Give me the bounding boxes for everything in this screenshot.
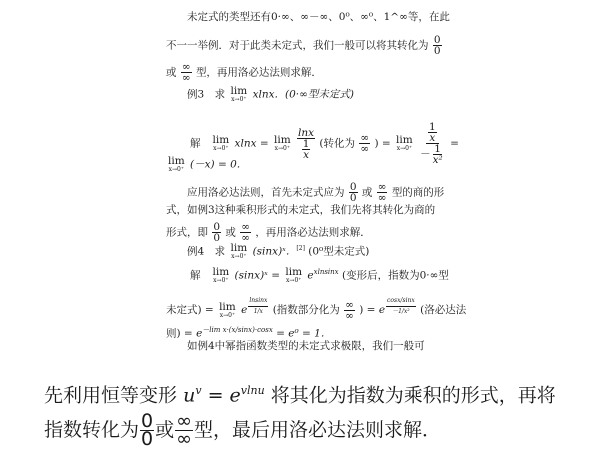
- fraction-lnx-over-1-over-x: $\frac{\ln x}{\frac{1}{x}}$: [298, 126, 315, 161]
- limit-operator: lim x→0⁺: [212, 266, 230, 284]
- solution-3-line-1: 解 lim x→0⁺ xlnx = lim x→0⁺ $\frac{\ln x}{\frac{1}{x}}$ (转化为 $\frac{\infty}{\infty}$ ) = lim x→0⁺ $\frac{1}{x}$ － $\frac{1}{\text{x²}}$ =: [190, 121, 459, 166]
- limit-operator: lim x→0⁺: [396, 134, 413, 152]
- text-line-p1: 应用洛必达法则，首先未定式应为 $\frac{0}{0}$ 或 $\frac{\infty}{\infty}$ 型的商的形: [187, 181, 445, 204]
- fraction-inf-over-inf: $\frac{\infty}{\infty}$: [345, 298, 354, 322]
- fraction-inf-over-inf: $\frac{\infty}{\infty}$: [377, 181, 387, 204]
- text-line-2: 不一一举例．对于此类未定式，我们一般可以将其转化为 $\frac{0}{0}$: [166, 34, 441, 57]
- limit-operator: lim x→0⁺: [219, 300, 236, 319]
- solution-4-line-3: 则) = $e^{-lim x\cdot(x/sinx)\cdot cosx} = e^0 = 1$．: [166, 326, 332, 340]
- fraction-inf-over-inf: $\frac{\infty}{\infty}$: [360, 132, 370, 155]
- example-4-heading: 例4 求 lim x→0⁺ (sinx)ˣ．[2] (0⁰型未定式): [187, 242, 370, 260]
- fraction-inf-over-inf: $\frac{\infty}{\infty}$: [241, 221, 250, 244]
- limit-operator: lim x→0⁺: [212, 134, 230, 152]
- text-line-p2: 式，如例3这种乘积形式的未定式，我们先将其转化为商的: [166, 204, 436, 216]
- limit-operator: lim x→0⁺: [230, 85, 248, 103]
- fraction-inf-over-inf: $\frac{\infty}{\infty}$: [176, 410, 192, 450]
- text-line-p3: 形式，即 $\frac{0}{0}$ 或 $\frac{\infty}{\infty}$ ，再用洛必达法则求解．: [166, 221, 371, 244]
- text-line-1: 未定式的类型还有0·∞、∞－∞、0⁰、∞⁰、1^∞等，在此: [187, 11, 450, 23]
- fraction-zero-over-zero: $\frac{0}{0}$: [349, 181, 357, 204]
- text-line-last: 如例4中幂指函数类型的未定式求极限，我们一般可: [187, 340, 425, 352]
- fraction-derivatives: $\frac{1}{x}$ － $\frac{1}{\text{x²}}$: [420, 121, 443, 166]
- text-line-3: 或 $\frac{\infty}{\infty}$ 型，再用洛必达法则求解．: [166, 61, 322, 84]
- limit-operator: lim x→0⁺: [168, 155, 185, 173]
- fraction-zero-over-zero: $\frac{0}{0}$: [141, 410, 154, 450]
- solution-4-line-2: 未定式) = lim x→0⁺ e $^{\frac{lnsinx}{1/x}}$ (指数部分化为 $\frac{\infty}{\infty}$ ) = e $^{\frac{\cos x/\sin x}{\text{－1/x²}}}$ (洛必达法: [166, 297, 467, 322]
- example-3-heading: 例3 求 lim x→0⁺ xlnx．(0·∞型未定式): [187, 85, 354, 103]
- limit-operator: lim x→0⁺: [274, 134, 291, 152]
- limit-operator: lim x→0⁺: [230, 242, 248, 260]
- fraction-inf-over-inf: $\frac{\infty}{\infty}$: [181, 61, 191, 84]
- caption-line-2: 指数转化为 $\frac{0}{0}$ 或 $\frac{\infty}{\infty}$ 型，最后用洛必达法则求解．: [44, 410, 441, 450]
- solution-4-line-1: 解 lim x→0⁺ (sinx)ˣ = lim x→0⁺ $e^{xlnsinx}$ (变形后，指数为0·∞型: [190, 266, 449, 284]
- limit-operator: lim x→0⁺: [285, 266, 303, 284]
- caption-line-1: 先利用恒等变形 $u^v = e^{vlnu}$ 将其化为指数为乘积的形式，再将: [44, 384, 556, 407]
- fraction-zero-over-zero: $\frac{0}{0}$: [433, 34, 441, 57]
- fraction-zero-over-zero: $\frac{0}{0}$: [213, 221, 221, 244]
- solution-3-line-2: lim x→0⁺ (－x) = 0．: [168, 155, 248, 173]
